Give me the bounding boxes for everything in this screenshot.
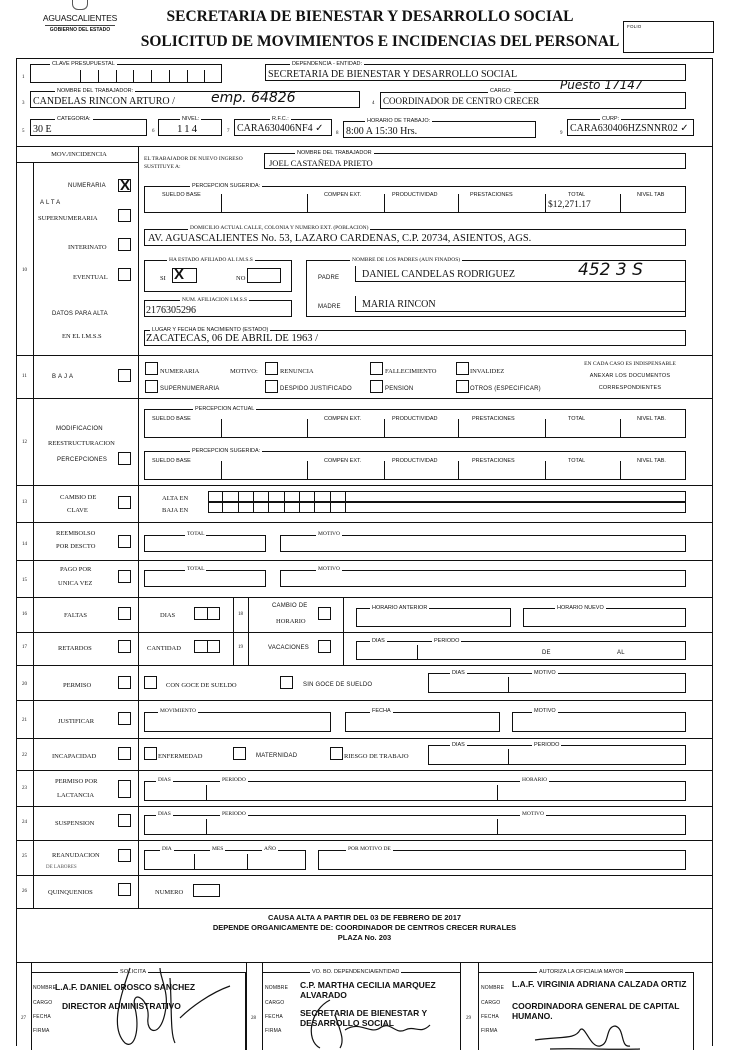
col-sueldo-base: SUELDO BASE [152,458,191,464]
justificar-label: JUSTIFICAR [58,718,95,725]
baja-note-line: EN CADA CASO ES INDISPENSABLE [584,361,676,367]
row-number: 21 [22,718,27,723]
pago-label: PAGO POR [60,566,92,573]
madre-value: MARIA RINCON [362,299,436,310]
row-number: 26 [22,889,27,894]
horario-label: HORARIO [522,777,548,783]
percepcion-actual-box[interactable] [144,409,686,438]
row-number: 18 [238,612,243,617]
firma-label: FIRMA [265,1028,282,1034]
baja-motivo-label: MOTIVO: [230,368,258,375]
lactancia-field[interactable] [144,781,686,801]
permiso-checkbox[interactable] [118,676,131,689]
afiliado-no-checkbox[interactable] [247,268,281,283]
row-number: 12 [22,440,27,445]
col-prestaciones: PRESTACIONES [472,416,515,422]
pago-checkbox[interactable] [118,570,131,583]
clave-cells [80,70,222,83]
categoria-value: 30 E [33,124,52,135]
cambio-horario-label: HORARIO [276,618,306,625]
fecha-label: FECHA [33,1014,51,1020]
reanudacion-label: REANUDACION [52,852,100,859]
cargo-value: COORDINADOR DE CENTRO CRECER [383,96,540,106]
cambio-clave-label: CAMBIO DE [60,494,97,501]
row-number: 7 [227,129,230,134]
madre-label: MADRE [318,304,341,310]
emp-handwritten-note: emp. 64826 [211,90,296,106]
vobo-signature [300,990,440,1050]
madre-field[interactable] [355,296,685,312]
retardos-label: RETARDOS [58,645,92,652]
fecha-field[interactable] [345,712,500,732]
col-prestaciones: PRESTACIONES [470,192,513,198]
alta-supernumeraria-label: SUPERNUMERARIA [38,215,98,222]
logo-state-name: AGUASCALIENTES [42,13,118,23]
periodo-label: PERIODO [534,742,560,748]
motivo-label: MOTIVO [318,566,340,572]
dias-label: DIAS [452,742,465,748]
horario-anterior-label: HORARIO ANTERIOR [372,605,428,611]
page-subtitle: SOLICITUD DE MOVIMIENTOS E INCIDENCIAS DEL PERSONAL [140,33,620,50]
lactancia-label: LACTANCIA [57,792,95,799]
puesto-handwritten-note: Puesto 17147 [560,78,643,92]
nacimiento-label: LUGAR Y FECHA DE NACIMIENTO (ESTADO) [152,327,269,333]
padres-label: NOMBRE DE LOS PADRES (AUN FINADOS) [352,257,461,263]
dias-label: DIAS [372,638,385,644]
col-total: TOTAL [568,416,586,422]
mes-label: MES [212,846,224,852]
horario-nuevo-label: HORARIO NUEVO [557,605,604,611]
baja-supernumeraria-label: SUPERNUMERARIA [160,386,220,392]
row-number: 8 [336,131,339,136]
cargo-label: CARGO [265,1000,285,1006]
anio-label: AÑO [264,846,276,852]
reembolso-checkbox[interactable] [118,535,131,548]
alta-numeraria-checkbox[interactable] [118,179,131,192]
lactancia-checkbox[interactable] [118,780,131,798]
row-number: 16 [22,612,27,617]
dependencia-label: DEPENDENCIA - ENTIDAD: [292,61,362,67]
dias-label: DIAS [158,811,171,817]
faltas-checkbox[interactable] [118,607,131,620]
total-value: $12,271.17 [548,200,591,210]
folio-box[interactable] [623,21,714,53]
categoria-label: CATEGORIA: [57,116,91,122]
modificacion-checkbox[interactable] [118,452,131,465]
baja-pension-checkbox[interactable] [370,380,383,393]
autoriza-title: AUTORIZA LA OFICIALIA MAYOR [539,969,624,975]
vobo-cargo: SECRETARIA DE BIENESTAR Y DESARROLLO SOCIAL [300,1008,428,1028]
rfc-label: R.F.C.: [272,116,289,122]
enfermedad-label: ENFERMEDAD [158,753,203,760]
horario-value: 8:00 A 15:30 Hrs. [346,126,418,137]
suspension-checkbox[interactable] [118,814,131,827]
row-number: 20 [22,682,27,687]
row-number: 1 [22,75,25,80]
padre-value: DANIEL CANDELAS RODRIGUEZ [362,269,515,280]
pago-motivo-field[interactable] [280,570,686,587]
quinquenios-checkbox[interactable] [118,883,131,896]
row-number: 22 [22,753,27,758]
dia-label: DIA [162,846,172,852]
solicita-cargo: DIRECTOR ADMINISTRATIVO [62,1001,181,1011]
col-total: TOTAL [568,192,586,198]
autoriza-cargo: COORDINADORA GENERAL DE CAPITAL HUMANO. [512,1001,680,1021]
cambio-clave-checkbox[interactable] [118,496,131,509]
col-compen-ext: COMPEN EXT. [324,458,362,464]
row-number: 17 [22,645,27,650]
vobo-nombre: C.P. MARTHA CECILIA MARQUEZ ALVARADO [300,980,436,1000]
retardos-checkbox[interactable] [118,640,131,653]
nombre-label: NOMBRE [33,985,57,991]
baja-fallecimiento-checkbox[interactable] [370,362,383,375]
row-number: 19 [238,645,243,650]
pago-total-field[interactable] [144,570,266,587]
por-motivo-field[interactable] [318,850,686,870]
vacaciones-label: VACACIONES [268,645,309,651]
incapacidad-checkbox[interactable] [118,747,131,760]
quinquenios-label: QUINQUENIOS [48,889,93,896]
cambio-horario-label: CAMBIO DE [272,603,308,609]
permiso-dias-motivo-field[interactable] [428,673,686,693]
solicita-signature [90,958,240,1050]
percepciones-label: PERCEPCIONES [57,457,108,463]
suspension-label: SUSPENSION [55,820,95,827]
reembolso-label: REEMBOLSO [56,530,96,537]
faltas-label: FALTAS [64,612,87,619]
sin-goce-label: SIN GOCE DE SUELDO [303,682,373,688]
periodo-label: PERIODO [222,811,246,817]
motivo-label: MOTIVO [522,811,544,817]
observaciones [16,913,713,943]
horario-label: HORARIO DE TRABAJO: [367,118,431,124]
row-number: 13 [22,500,27,505]
reembolso-label: POR DESCTO [56,543,96,550]
clave-presupuestal-label: CLAVE PRESUPUESTAL [52,61,115,67]
row-number: 15 [22,578,27,583]
vacaciones-field[interactable] [356,641,686,660]
vobo-title: VO. BO. DEPENDENCIA/ENTIDAD [312,969,400,975]
motivo-label: MOTIVO [318,531,340,537]
baja-note-line: CORRESPONDIENTES [598,385,662,391]
maternidad-checkbox[interactable] [233,747,246,760]
quinquenios-numero-box[interactable] [193,884,220,897]
justificar-motivo-field[interactable] [512,712,686,732]
periodo-label: PERIODO [434,638,460,644]
row-number: 3 [22,101,25,106]
justificar-checkbox[interactable] [118,712,131,725]
logo [30,0,130,32]
con-goce-label: CON GOCE DE SUELDO [166,682,237,689]
solicita-title: SOLICITA [120,969,147,975]
reembolso-motivo-field[interactable] [280,535,686,552]
col-compen-ext: COMPEN EXT. [324,192,362,198]
nombre-label: NOMBRE [265,985,289,991]
alta-eventual-label: EVENTUAL [73,274,108,281]
maternidad-label: MATERNIDAD [256,753,298,759]
periodo-label: PERIODO [222,777,246,783]
con-goce-checkbox[interactable] [144,676,157,689]
baja-note-line: ANEXAR LOS DOCUMENTOS [589,373,671,379]
nacimiento-value: ZACATECAS, 06 DE ABRIL DE 1963 / [146,333,318,344]
al-label: AL [617,650,625,656]
col-nivel-tab: NIVEL TAB. [637,458,666,464]
firma-label: FIRMA [481,1028,498,1034]
reembolso-total-field[interactable] [144,535,266,552]
total-label: TOTAL [187,531,205,537]
movimiento-label: MOVIMIENTO [160,708,196,714]
movimiento-field[interactable] [144,712,331,732]
motivo-label: MOTIVO [534,670,556,676]
coat-of-arms-icon [72,0,88,10]
baja-invalidez-checkbox[interactable] [456,362,469,375]
cargo-field[interactable] [380,92,686,109]
row-number: 10 [22,268,27,273]
baja-supernumeraria-checkbox[interactable] [145,380,158,393]
col-compen-ext: COMPEN EXT. [324,416,362,422]
clave-cells [208,491,346,513]
sustituye-name-label: NOMBRE DEL TRABAJADOR [297,150,372,156]
domicilio-label: DOMICILIO ACTUAL CALLE, COLONIA Y NUMERO EXT. (POBLACION) [190,225,369,231]
domicilio-value: AV. AGUASCALIENTES No. 53, LAZARO CARDENAS, C.P. 20734, ASIENTOS, AGS. [148,233,532,244]
autoriza-signature [530,1022,650,1050]
nivel-label: NIVEL: [182,116,200,122]
baja-checkbox[interactable] [118,369,131,382]
col-productividad: PRODUCTIVIDAD [392,458,438,464]
observacion-line: DEPENDE ORGANICAMENTE DE: COORDINADOR DE CENTROS CRECER RURALES [212,923,517,932]
alta-interinato-checkbox[interactable] [118,238,131,251]
incapacidad-dias-periodo-field[interactable] [428,745,686,765]
mov-incidencia-header: MOV./INCIDENCIA [51,151,107,158]
fecha-label: FECHA [481,1014,499,1020]
por-motivo-label: POR MOTIVO DE [348,846,391,852]
incapacidad-label: INCAPACIDAD [52,753,97,760]
curp-label: CURP: [602,116,620,122]
row-number: 6 [152,129,155,134]
row-number: 14 [22,542,27,547]
col-prestaciones: PRESTACIONES [472,458,515,464]
alta-numeraria-label: NUMERARIA [68,183,106,189]
baja-invalidez-label: INVALIDEZ [470,368,505,375]
riesgo-checkbox[interactable] [330,747,343,760]
baja-otros-label: OTROS (ESPECIFICAR) [470,386,541,392]
baja-en-label: BAJA EN [162,507,189,514]
suspension-field[interactable] [144,815,686,835]
percepcion-actual-label: PERCEPCION ACTUAL [195,406,255,412]
fecha-label: FECHA [372,708,391,714]
baja-label: BAJA [52,374,76,380]
dependencia-value: SECRETARIA DE BIENESTAR Y DESARROLLO SOCIAL [268,69,518,80]
row-number: 4 [372,101,375,106]
row-number: 9 [560,131,563,136]
baja-numeraria-label: NUMERARIA [160,368,200,375]
firma-label: FIRMA [33,1028,50,1034]
cargo-label: CARGO [481,1000,501,1006]
datos-para-alta-label: DATOS PARA ALTA [52,311,108,317]
sustituye-value: JOEL CASTAÑEDA PRIETO [269,158,373,168]
row-number: 25 [22,854,27,859]
dias-label: DIAS [452,670,465,676]
nombre-trabajador-label: NOMBRE DEL TRABAJADOR: [57,88,134,94]
row-number: 23 [22,786,27,791]
folio-label: FOLIO [627,24,642,29]
cambio-horario-checkbox[interactable] [318,607,331,620]
afiliado-si-checkbox[interactable] [172,268,197,283]
baja-pension-label: PENSION [385,386,414,392]
col-nivel-tab: NIVEL TAB [637,192,665,198]
percepcion-sugerida-mod-box[interactable] [144,451,686,480]
si-label: SI [160,275,166,282]
baja-renuncia-checkbox[interactable] [265,362,278,375]
curp-field[interactable] [567,119,694,136]
col-sueldo-base: SUELDO BASE [152,416,191,422]
enfermedad-checkbox[interactable] [144,747,157,760]
col-productividad: PRODUCTIVIDAD [392,192,438,198]
pago-label: UNICA VEZ [58,580,93,587]
reanudacion-sub-label: DE LABORES [46,865,77,870]
row-number: 27 [21,1016,26,1021]
solicita-nombre: L.A.F. DANIEL OROSCO SANCHEZ [55,982,196,992]
col-total: TOTAL [568,458,586,464]
row-number: 24 [22,820,27,825]
alta-eventual-checkbox[interactable] [118,268,131,281]
col-nivel-tab: NIVEL TAB. [637,416,666,422]
vacaciones-checkbox[interactable] [318,640,331,653]
autoriza-nombre: L.A.F. VIRGINIA ADRIANA CALZADA ORTIZ [512,979,687,989]
alta-supernumeraria-checkbox[interactable] [118,209,131,222]
alta-interinato-label: INTERINATO [68,244,107,251]
baja-otros-checkbox[interactable] [456,380,469,393]
lactancia-label: PERMISO POR [55,778,98,785]
alta-en-label: ALTA EN [162,495,189,502]
padre-label: PADRE [318,275,340,281]
sustituye-label: EL TRABAJADOR DE NUEVO INGRESO SUSTITUYE A: [144,156,243,170]
afiliado-imss-label: HA ESTADO AFILIADO AL I.M.S.S [169,257,253,263]
observacion-line: PLAZA No. 203 [337,933,392,942]
riesgo-label: RIESGO DE TRABAJO [344,753,409,760]
reanudacion-checkbox[interactable] [118,849,131,862]
dias-label: DIAS [158,777,171,783]
nombre-trabajador-value: CANDELAS RINCON ARTURO / [33,96,175,107]
sin-goce-checkbox[interactable] [280,676,293,689]
padre-handwritten-note: 452 3 S [578,260,643,280]
domicilio-field[interactable] [144,229,686,246]
curp-value: CARA630406HZSNNR02 ✓ [570,123,689,134]
col-sueldo-base: SUELDO BASE [162,192,201,198]
fecha-label: FECHA [265,1014,283,1020]
permiso-label: PERMISO [63,682,92,689]
logo-subtitle: GOBIERNO DEL ESTADO [49,27,111,33]
cantidad-label: CANTIDAD [147,645,181,652]
cargo-label: CARGO: [490,88,512,94]
numero-label: NUMERO [155,889,184,896]
col-productividad: PRODUCTIVIDAD [392,416,438,422]
nivel-value: 114 [177,123,200,135]
rfc-value: CARA630406NF4 ✓ [237,123,324,134]
cargo-label: CARGO [33,1000,53,1006]
row-number: 5 [22,129,25,134]
de-label: DE [542,650,551,656]
nombre-label: NOMBRE [481,985,505,991]
en-el-imss-label: EN EL I.M.S.S [62,333,102,340]
no-label: NO [236,275,246,282]
alta-group-label: ALTA [40,200,63,206]
percepcion-sugerida-label: PERCEPCION SUGERIDA: [192,183,261,189]
motivo-label: MOTIVO [534,708,556,714]
percepcion-sugerida-alta[interactable] [144,186,686,213]
afiliacion-imss-value: 2176305296 [146,305,196,316]
dias-label: DIAS [160,612,176,619]
observacion-line: CAUSA ALTA A PARTIR DEL 03 DE FEBRERO DE 2017 [267,913,462,922]
row-number: 29 [466,1016,471,1021]
baja-despido-checkbox[interactable] [265,380,278,393]
baja-numeraria-checkbox[interactable] [145,362,158,375]
page-title: SECRETARIA DE BIENESTAR Y DESARROLLO SOCIAL [166,8,574,25]
total-label: TOTAL [187,566,205,572]
baja-despido-label: DESPIDO JUSTIFICADO [280,386,352,392]
modificacion-label: MODIFICACION [56,426,103,432]
baja-fallecimiento-label: FALLECIMIENTO [385,368,437,375]
baja-renuncia-label: RENUNCIA [280,368,314,375]
reestructuracion-label: REESTRUCTURACION [48,440,115,447]
row-number: 28 [251,1016,256,1021]
reanudacion-fecha-field[interactable] [144,850,306,870]
percepcion-sugerida-label: PERCEPCION SUGERIDA: [192,448,261,454]
cambio-clave-label: CLAVE [67,507,88,514]
afiliacion-imss-label: NUM. AFILIACION I.M.S.S [182,297,248,303]
row-number: 11 [22,374,27,379]
